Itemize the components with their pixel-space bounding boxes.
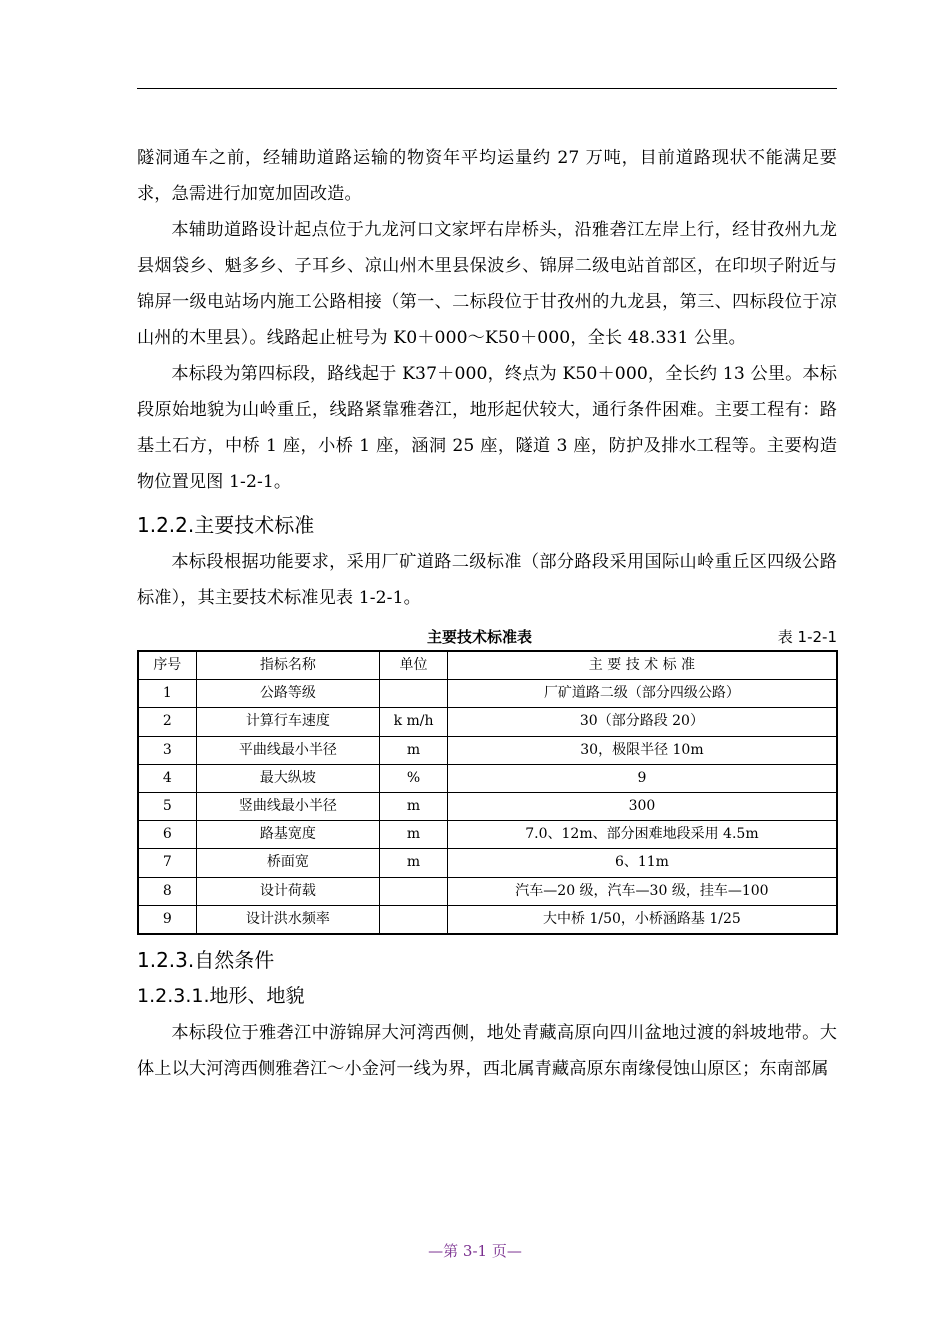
paragraph-intro-1: 隧洞通车之前，经辅助道路运输的物资年平均运量约 27 万吨，目前道路现状不能满足要求，急需进行加宽加固改造。 xyxy=(137,148,837,204)
header-unit: 单位 xyxy=(380,651,448,680)
section-heading-122: 1.2.2.主要技术标准 xyxy=(137,513,315,537)
cell-indicator: 桥面宽 xyxy=(196,849,380,877)
cell-standard: 30（部分路段 20） xyxy=(447,708,837,736)
table-row xyxy=(138,764,837,792)
header-rule xyxy=(137,88,837,89)
cell-index: 1 xyxy=(138,680,196,708)
cell-indicator: 设计洪水频率 xyxy=(196,905,380,934)
cell-index: 3 xyxy=(138,736,196,764)
paragraph-intro-2: 本辅助道路设计起点位于九龙河口文家坪右岸桥头，沿雅砻江左岸上行，经甘孜州九龙县烟袋乡、魁多乡、子耳乡、凉山州木里县保波乡、锦屏二级电站首部区，在印坝子附近与锦屏一级电站场内施工公路相接（第一、二标段位于甘孜州的九龙县，第三、四标段位于凉山州的木里县）。线路起止桩号为 K0＋000～K50＋000，全长 48.331 公里。 xyxy=(137,220,837,348)
cell-indicator: 计算行车速度 xyxy=(196,708,380,736)
table-row xyxy=(138,736,837,764)
table-caption xyxy=(137,624,837,650)
cell-index: 2 xyxy=(138,708,196,736)
cell-standard: 30，极限半径 10m xyxy=(447,736,837,764)
cell-standard: 厂矿道路二级（部分四级公路） xyxy=(447,680,837,708)
cell-indicator: 平曲线最小半径 xyxy=(196,736,380,764)
table-row xyxy=(138,877,837,905)
table-header-row xyxy=(138,651,837,680)
cell-index: 7 xyxy=(138,849,196,877)
subsection-heading-1231: 1.2.3.1.地形、地貌 xyxy=(137,984,305,1007)
cell-unit: m xyxy=(380,849,448,877)
header-index: 序号 xyxy=(138,651,196,680)
cell-indicator: 路基宽度 xyxy=(196,821,380,849)
cell-unit: m xyxy=(380,792,448,820)
cell-indicator: 设计荷载 xyxy=(196,877,380,905)
cell-index: 6 xyxy=(138,821,196,849)
table-row xyxy=(138,821,837,849)
cell-indicator: 最大纵坡 xyxy=(196,764,380,792)
table-row xyxy=(138,905,837,934)
cell-unit: % xyxy=(380,764,448,792)
header-indicator: 指标名称 xyxy=(196,651,380,680)
cell-unit xyxy=(380,680,448,708)
technical-standards-table xyxy=(137,650,838,935)
table-title: 主要技术标准表 xyxy=(427,628,533,646)
cell-standard: 大中桥 1/50，小桥涵路基 1/25 xyxy=(447,905,837,934)
cell-unit: m xyxy=(380,821,448,849)
paragraph-1231: 本标段位于雅砻江中游锦屏大河湾西侧，地处青藏高原向四川盆地过渡的斜坡地带。大体上以大河湾西侧雅砻江～小金河一线为界，西北属青藏高原东南缘侵蚀山原区；东南部属 xyxy=(137,1022,837,1079)
table-row xyxy=(138,708,837,736)
cell-standard: 300 xyxy=(447,792,837,820)
section-heading-123: 1.2.3.自然条件 xyxy=(137,947,275,972)
header-standard: 主 要 技 术 标 准 xyxy=(447,651,837,680)
cell-index: 5 xyxy=(138,792,196,820)
cell-unit xyxy=(380,877,448,905)
cell-unit: k m/h xyxy=(380,708,448,736)
cell-standard: 9 xyxy=(447,764,837,792)
cell-index: 4 xyxy=(138,764,196,792)
cell-indicator: 竖曲线最小半径 xyxy=(196,792,380,820)
paragraph-intro-3: 本标段为第四标段，路线起于 K37＋000，终点为 K50＋000，全长约 13 公里。本标段原始地貌为山岭重丘，线路紧靠雅砻江，地形起伏较大，通行条件困难。主要工程有：路基土石方，中桥 1 座，小桥 1 座，涵洞 25 座，隧道 3 座，防护及排水工程等。主要构造物位置见图 1-2-1。 xyxy=(137,364,837,492)
cell-standard: 汽车—20 级，汽车—30 级，挂车—100 xyxy=(447,877,837,905)
cell-standard: 7.0、12m、部分困难地段采用 4.5m xyxy=(447,821,837,849)
page-content xyxy=(137,140,837,1087)
table-number: 表 1-2-1 xyxy=(777,628,837,646)
cell-unit: m xyxy=(380,736,448,764)
cell-indicator: 公路等级 xyxy=(196,680,380,708)
cell-standard: 6、11m xyxy=(447,849,837,877)
paragraph-122: 本标段根据功能要求，采用厂矿道路二级标准（部分路段采用国际山岭重丘区四级公路标准），其主要技术标准见表 1-2-1。 xyxy=(137,552,837,608)
table-row xyxy=(138,792,837,820)
page-number-footer: —第 3-1 页— xyxy=(428,1242,522,1260)
cell-index: 8 xyxy=(138,877,196,905)
cell-index: 9 xyxy=(138,905,196,934)
table-row xyxy=(138,680,837,708)
cell-unit xyxy=(380,905,448,934)
table-row xyxy=(138,849,837,877)
